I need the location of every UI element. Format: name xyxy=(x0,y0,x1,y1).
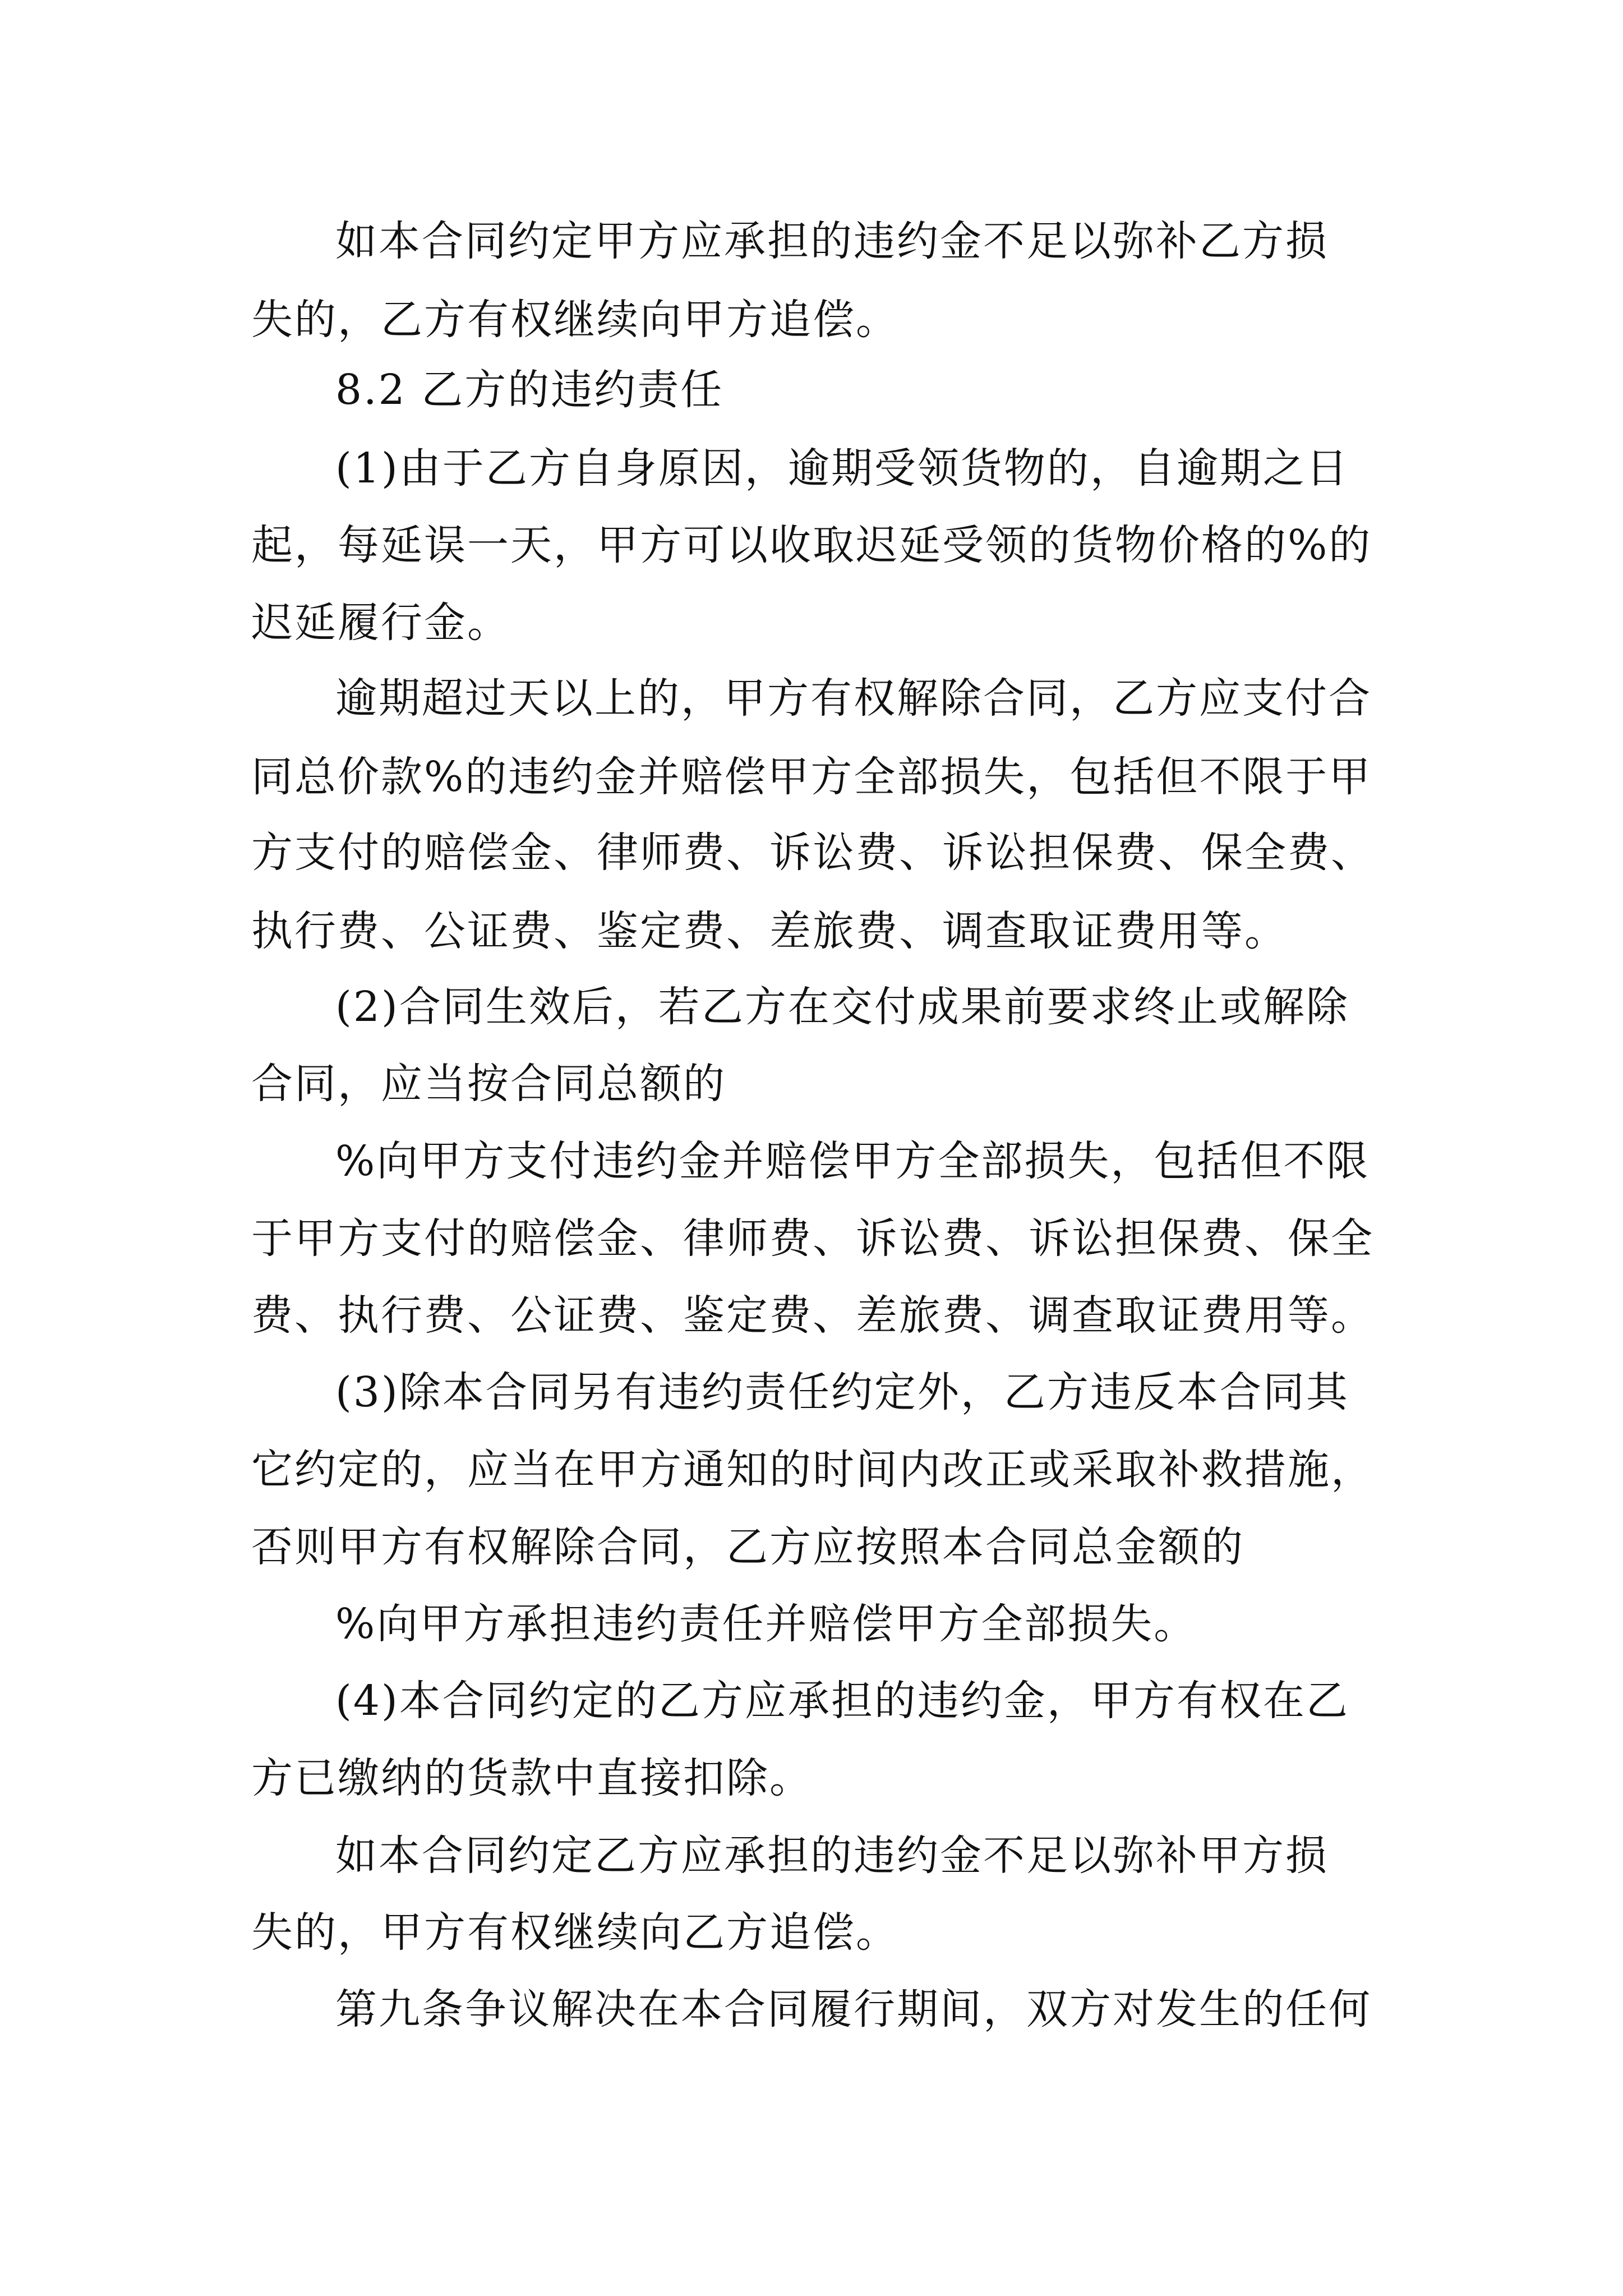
text-line: %向甲方承担违约责任并赔偿甲方全部损失。 xyxy=(335,1600,1197,1648)
text-line: 如本合同约定乙方应承担的违约金不足以弥补甲方损 xyxy=(335,1832,1329,1880)
text-line: 失的，甲方有权继续向乙方追偿。 xyxy=(251,1908,899,1957)
text-line: 第九条争议解决在本合同履行期间，双方对发生的任何 xyxy=(335,1985,1372,2033)
text-line: (2)合同生效后，若乙方在交付成果前要求终止或解除 xyxy=(335,983,1349,1031)
text-line: 费、执行费、公证费、鉴定费、差旅费、调查取证费用等。 xyxy=(251,1291,1374,1340)
text-line: 执行费、公证费、鉴定费、差旅费、调查取证费用等。 xyxy=(251,907,1288,955)
text-line: 失的，乙方有权继续向甲方追偿。 xyxy=(251,296,899,344)
text-line: 逾期超过天以上的，甲方有权解除合同，乙方应支付合 xyxy=(335,674,1372,723)
text-line: %向甲方支付违约金并赔偿甲方全部损失，包括但不限 xyxy=(335,1137,1370,1185)
text-line: 如本合同约定甲方应承担的违约金不足以弥补乙方损 xyxy=(335,217,1329,265)
text-line: (4)本合同约定的乙方应承担的违约金，甲方有权在乙 xyxy=(335,1677,1349,1725)
text-line: 方支付的赔偿金、律师费、诉讼费、诉讼担保费、保全费、 xyxy=(251,829,1374,877)
text-line: 迟延履行金。 xyxy=(251,599,510,647)
text-line: (1)由于乙方自身原因，逾期受领货物的，自逾期之日 xyxy=(335,444,1349,493)
text-line: 于甲方支付的赔偿金、律师费、诉讼费、诉讼担保费、保全 xyxy=(251,1214,1374,1263)
text-line: 方已缴纳的货款中直接扣除。 xyxy=(251,1754,813,1802)
text-line: 合同，应当按合同总额的 xyxy=(251,1060,726,1108)
text-line: 同总价款%的违约金并赔偿甲方全部损失，包括但不限于甲 xyxy=(251,753,1372,801)
section-heading: 8.2 乙方的违约责任 xyxy=(335,366,724,414)
text-line: (3)除本合同另有违约责任约定外，乙方违反本合同其 xyxy=(335,1368,1349,1416)
text-line: 否则甲方有权解除合同，乙方应按照本合同总金额的 xyxy=(251,1523,1244,1571)
text-line: 它约定的，应当在甲方通知的时间内改正或采取补救措施， xyxy=(251,1446,1374,1494)
text-line: 起，每延误一天，甲方可以收取迟延受领的货物价格的%的 xyxy=(251,521,1372,569)
